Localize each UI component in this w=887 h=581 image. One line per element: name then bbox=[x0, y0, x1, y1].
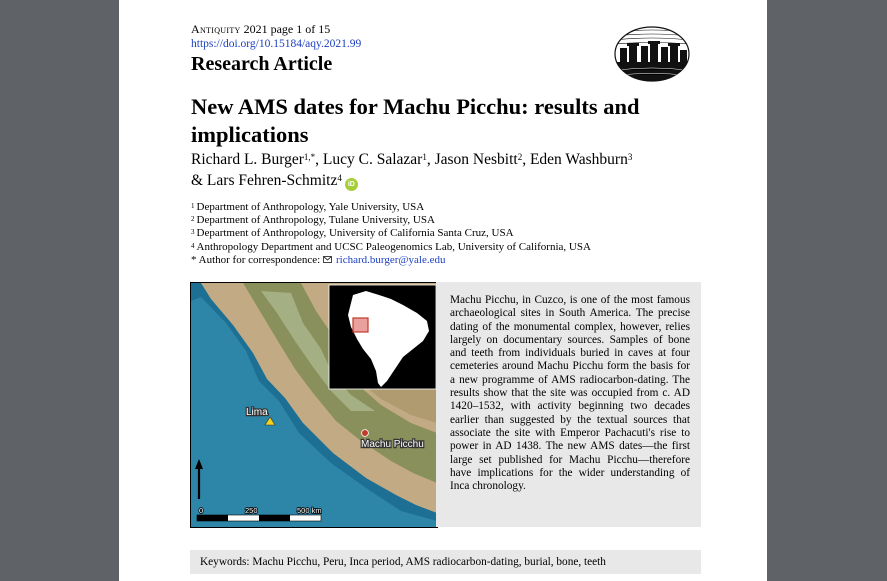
doi-link[interactable]: https://doi.org/10.15184/aqy.2021.99 bbox=[191, 38, 362, 50]
affiliation-text: Department of Anthropology, Tulane University, USA bbox=[196, 214, 435, 227]
affiliation-line bbox=[191, 241, 591, 254]
author-name: Richard L. Burger bbox=[191, 151, 304, 168]
abstract-text: Machu Picchu, in Cuzco, is one of the most famous archaeological sites in South America. The precise dating of the monumental complex, however, relies largely on documentary sources. Samples of bone and teeth from individuals buried in caves at four cemeteries around Machu Picchu form the basis for a new programme of AMS radiocarbon-dating. The results show that the site was occupied from c. AD 1420–1532, with activity beginning two decades earlier than suggested by the textual sources that associate the site with Emperor Pachacuti's rise to power in AD 1438. The new AMS dates—the first large set published for Machu Picchu—therefore have implications for the wider understanding of Inca chronology. bbox=[450, 294, 690, 493]
article-type: Research Article bbox=[191, 53, 333, 75]
author-separator: , bbox=[315, 151, 323, 168]
affiliation-line bbox=[191, 214, 591, 227]
journal-citation bbox=[191, 22, 330, 37]
scale-bar-segment bbox=[197, 515, 228, 521]
affiliations bbox=[191, 201, 591, 267]
journal-page-info: 2021 page 1 of 15 bbox=[240, 22, 331, 36]
article-title: New AMS dates for Machu Picchu: results and implications bbox=[191, 94, 640, 147]
inset-study-area bbox=[353, 318, 368, 332]
journal-name: Antiquity bbox=[191, 22, 241, 36]
author-separator: , bbox=[522, 151, 530, 168]
journal-logo bbox=[614, 26, 690, 82]
affiliation-sup: 4 bbox=[191, 241, 195, 250]
author-affil-sup: 2 bbox=[517, 152, 523, 162]
abstract-box bbox=[436, 282, 701, 527]
author-name: Eden Washburn bbox=[529, 151, 628, 168]
scale-label-500: 500 km bbox=[297, 506, 322, 515]
document-page bbox=[119, 0, 767, 581]
map-figure bbox=[190, 282, 438, 528]
affiliation-text: Anthropology Department and UCSC Paleogenomics Lab, University of California, USA bbox=[196, 240, 591, 253]
orcid-icon[interactable]: iD bbox=[345, 178, 358, 191]
machu-picchu-label: Machu Picchu bbox=[361, 439, 424, 450]
affiliation-line bbox=[191, 227, 591, 240]
author-affil-sup: 3 bbox=[627, 152, 633, 162]
author-list bbox=[191, 149, 691, 191]
affiliation-sup: 3 bbox=[191, 228, 195, 237]
author-affil-sup: 4 bbox=[337, 173, 342, 183]
affiliation-line bbox=[191, 201, 591, 214]
author-name: Jason Nesbitt bbox=[434, 151, 518, 168]
author-name: & Lars Fehren-Schmitz bbox=[191, 172, 338, 189]
envelope-icon bbox=[323, 256, 332, 263]
scale-label-0: 0 bbox=[199, 506, 204, 515]
affiliation-text: Department of Anthropology, Yale University, USA bbox=[196, 201, 425, 213]
machu-picchu-marker bbox=[362, 430, 369, 437]
author-affil-sup: 1 bbox=[422, 152, 427, 162]
author-name: Lucy C. Salazar bbox=[322, 151, 423, 168]
lima-label: Lima bbox=[246, 407, 268, 418]
correspondence-line bbox=[191, 254, 591, 267]
correspondence-label: * Author for correspondence: bbox=[191, 253, 323, 266]
affiliation-sup: 1 bbox=[191, 202, 195, 210]
scale-bar-segment bbox=[259, 515, 290, 521]
scale-label-250: 250 bbox=[245, 506, 258, 515]
author-affil-sup: 1,* bbox=[303, 152, 316, 162]
affiliation-text: Department of Anthropology, University of California Santa Cruz, USA bbox=[196, 227, 514, 240]
affiliation-sup: 2 bbox=[191, 215, 195, 224]
map-graphic bbox=[191, 283, 437, 527]
email-link[interactable]: richard.burger@yale.edu bbox=[335, 253, 446, 266]
keywords-box bbox=[190, 550, 701, 574]
author-separator: , bbox=[426, 151, 435, 168]
keywords-text: Keywords: Machu Picchu, Peru, Inca period, AMS radiocarbon-dating, burial, bone, teeth bbox=[200, 556, 606, 568]
